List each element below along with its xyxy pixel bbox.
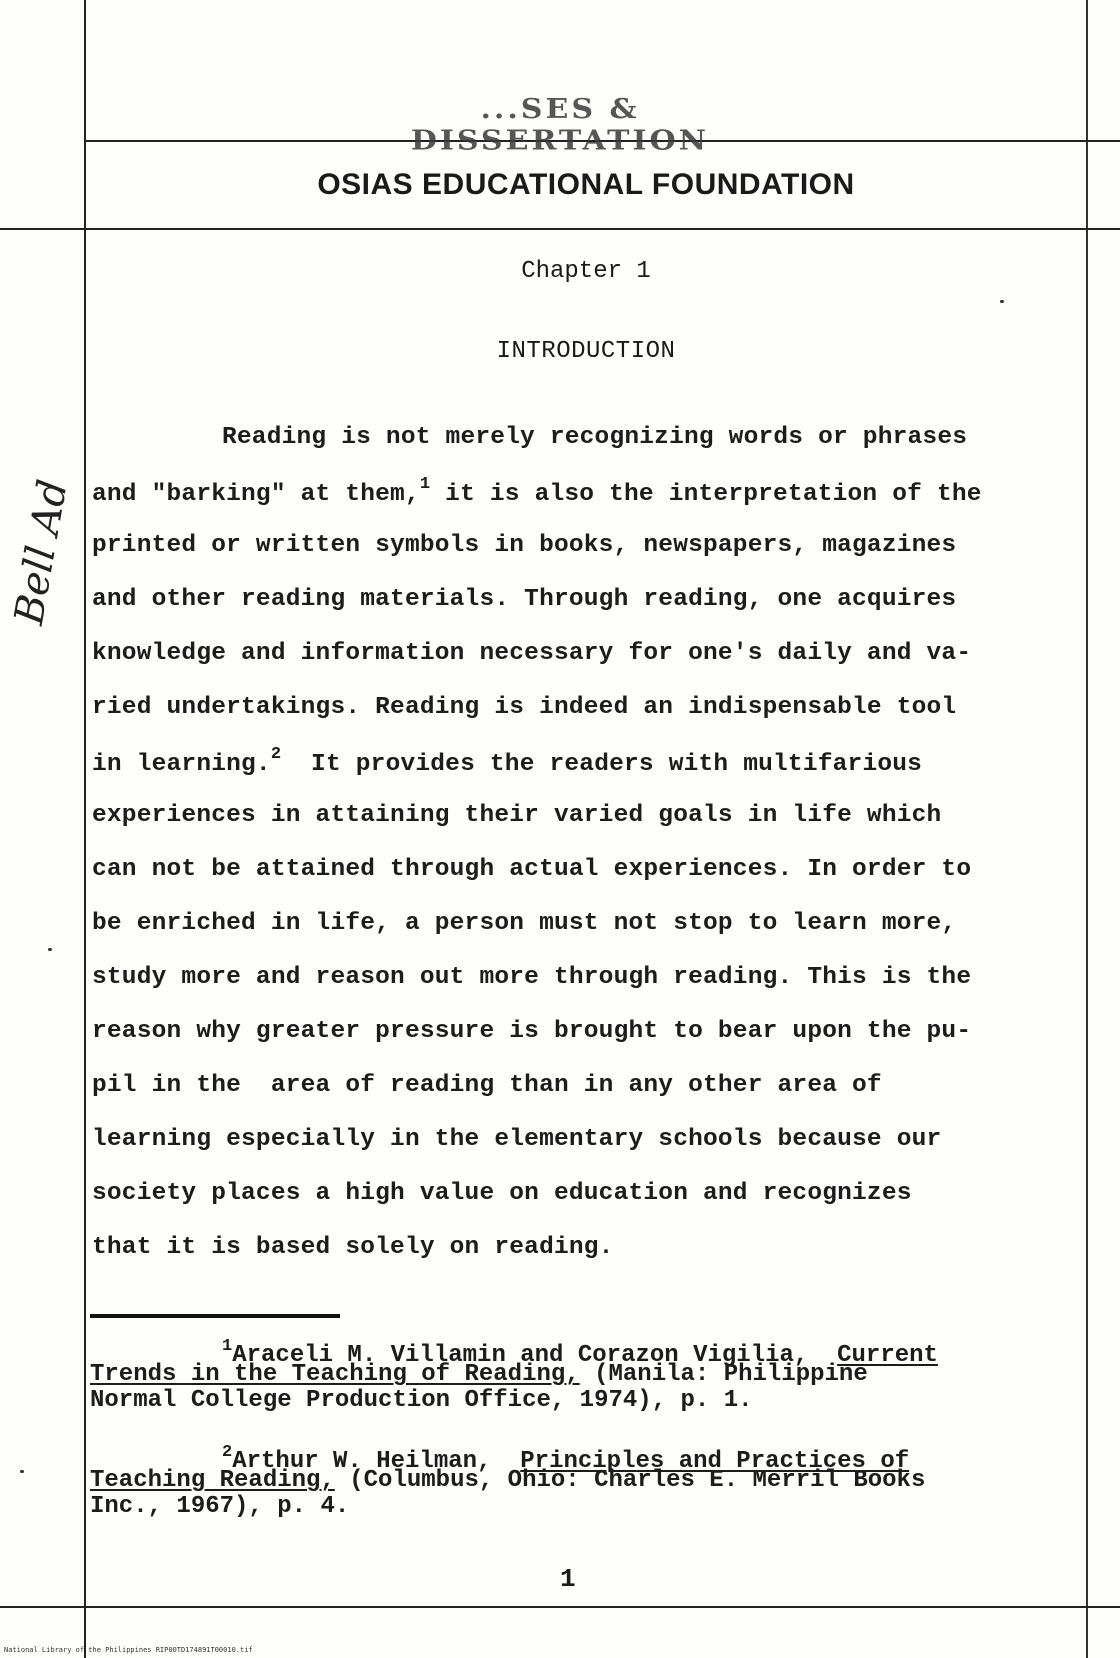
body-line: be enriched in life, a person must not stop to learn more,: [92, 910, 957, 937]
body-line: learning especially in the elementary schools because our: [92, 1126, 942, 1153]
footnote-number: 1: [222, 1337, 233, 1356]
footnote-title: Trends in the Teaching of Reading,: [90, 1361, 580, 1388]
scan-caption: National Library of the Philippines RIP00TD174891T00010.tif: [4, 1646, 253, 1654]
body-line: [92, 745, 923, 779]
footnote-authors: Araceli M. Villamin and Corazon Vigilia,: [232, 1342, 809, 1369]
body-text: It provides the readers with multifarious: [281, 751, 923, 779]
theses-dissertation-stamp: ...SES & DISSERTATION: [410, 93, 710, 157]
body-text: in learning.: [92, 751, 271, 779]
handwritten-margin-note: Bell Ad: [6, 476, 77, 628]
body-line: society places a high value on education and recognizes: [92, 1180, 912, 1207]
body-line: can not be attained through actual experiences. In order to: [92, 856, 972, 883]
body-line: Reading is not merely recognizing words or phrases: [222, 424, 968, 451]
chapter-label: Chapter 1: [521, 258, 651, 285]
footnote-publication: (Columbus, Ohio: Charles E. Merril Books: [334, 1467, 926, 1494]
footnote-title: Teaching Reading,: [90, 1467, 335, 1494]
institution-name: OSIAS EDUCATIONAL FOUNDATION: [317, 168, 855, 201]
body-line: that it is based solely on reading.: [92, 1234, 614, 1261]
footnote-authors: Arthur W. Heilman,: [232, 1448, 492, 1475]
body-line: experiences in attaining their varied goals in life which: [92, 802, 942, 829]
scan-speck: [20, 1470, 24, 1473]
body-line: pil in the area of reading than in any other area of: [92, 1072, 882, 1099]
section-title: INTRODUCTION: [496, 338, 676, 365]
footnote-1-line-3: Normal College Production Office, 1974), p. 1.: [90, 1387, 753, 1414]
footnote-reference: 2: [270, 745, 282, 764]
body-text: it is also the interpretation of the: [430, 481, 982, 509]
footnote-reference: 1: [419, 475, 431, 494]
page-number: 1: [560, 1564, 576, 1594]
body-line: printed or written symbols in books, newspapers, magazines: [92, 532, 957, 559]
body-line: [92, 475, 982, 509]
header-bottom-rule: [0, 228, 1120, 230]
footnote-separator: [90, 1314, 340, 1318]
scan-speck: [1000, 300, 1004, 303]
right-margin-rule: [1086, 0, 1088, 1658]
footer-rule: [0, 1606, 1120, 1608]
footnote-number: 2: [222, 1443, 233, 1462]
scan-speck: [48, 948, 52, 951]
footnote-1-line-2: [90, 1362, 868, 1388]
body-line: reason why greater pressure is brought to bear upon the pu-: [92, 1018, 972, 1045]
body-line: study more and reason out more through reading. This is the: [92, 964, 972, 991]
footnote-2-line-3: Inc., 1967), p. 4.: [90, 1493, 350, 1520]
body-line: ried undertakings. Reading is indeed an indispensable tool: [92, 694, 957, 721]
footnote-title: Current: [837, 1342, 938, 1369]
body-line: knowledge and information necessary for one's daily and va-: [92, 640, 972, 667]
left-margin-rule: [84, 0, 86, 1658]
footnote-title: Principles and Practices of: [520, 1448, 910, 1475]
footnote-publication: (Manila: Philippine: [579, 1361, 868, 1388]
body-text: and "barking" at them,: [92, 481, 420, 509]
body-line: and other reading materials. Through reading, one acquires: [92, 586, 957, 613]
footnote-2-line-2: [90, 1468, 925, 1494]
